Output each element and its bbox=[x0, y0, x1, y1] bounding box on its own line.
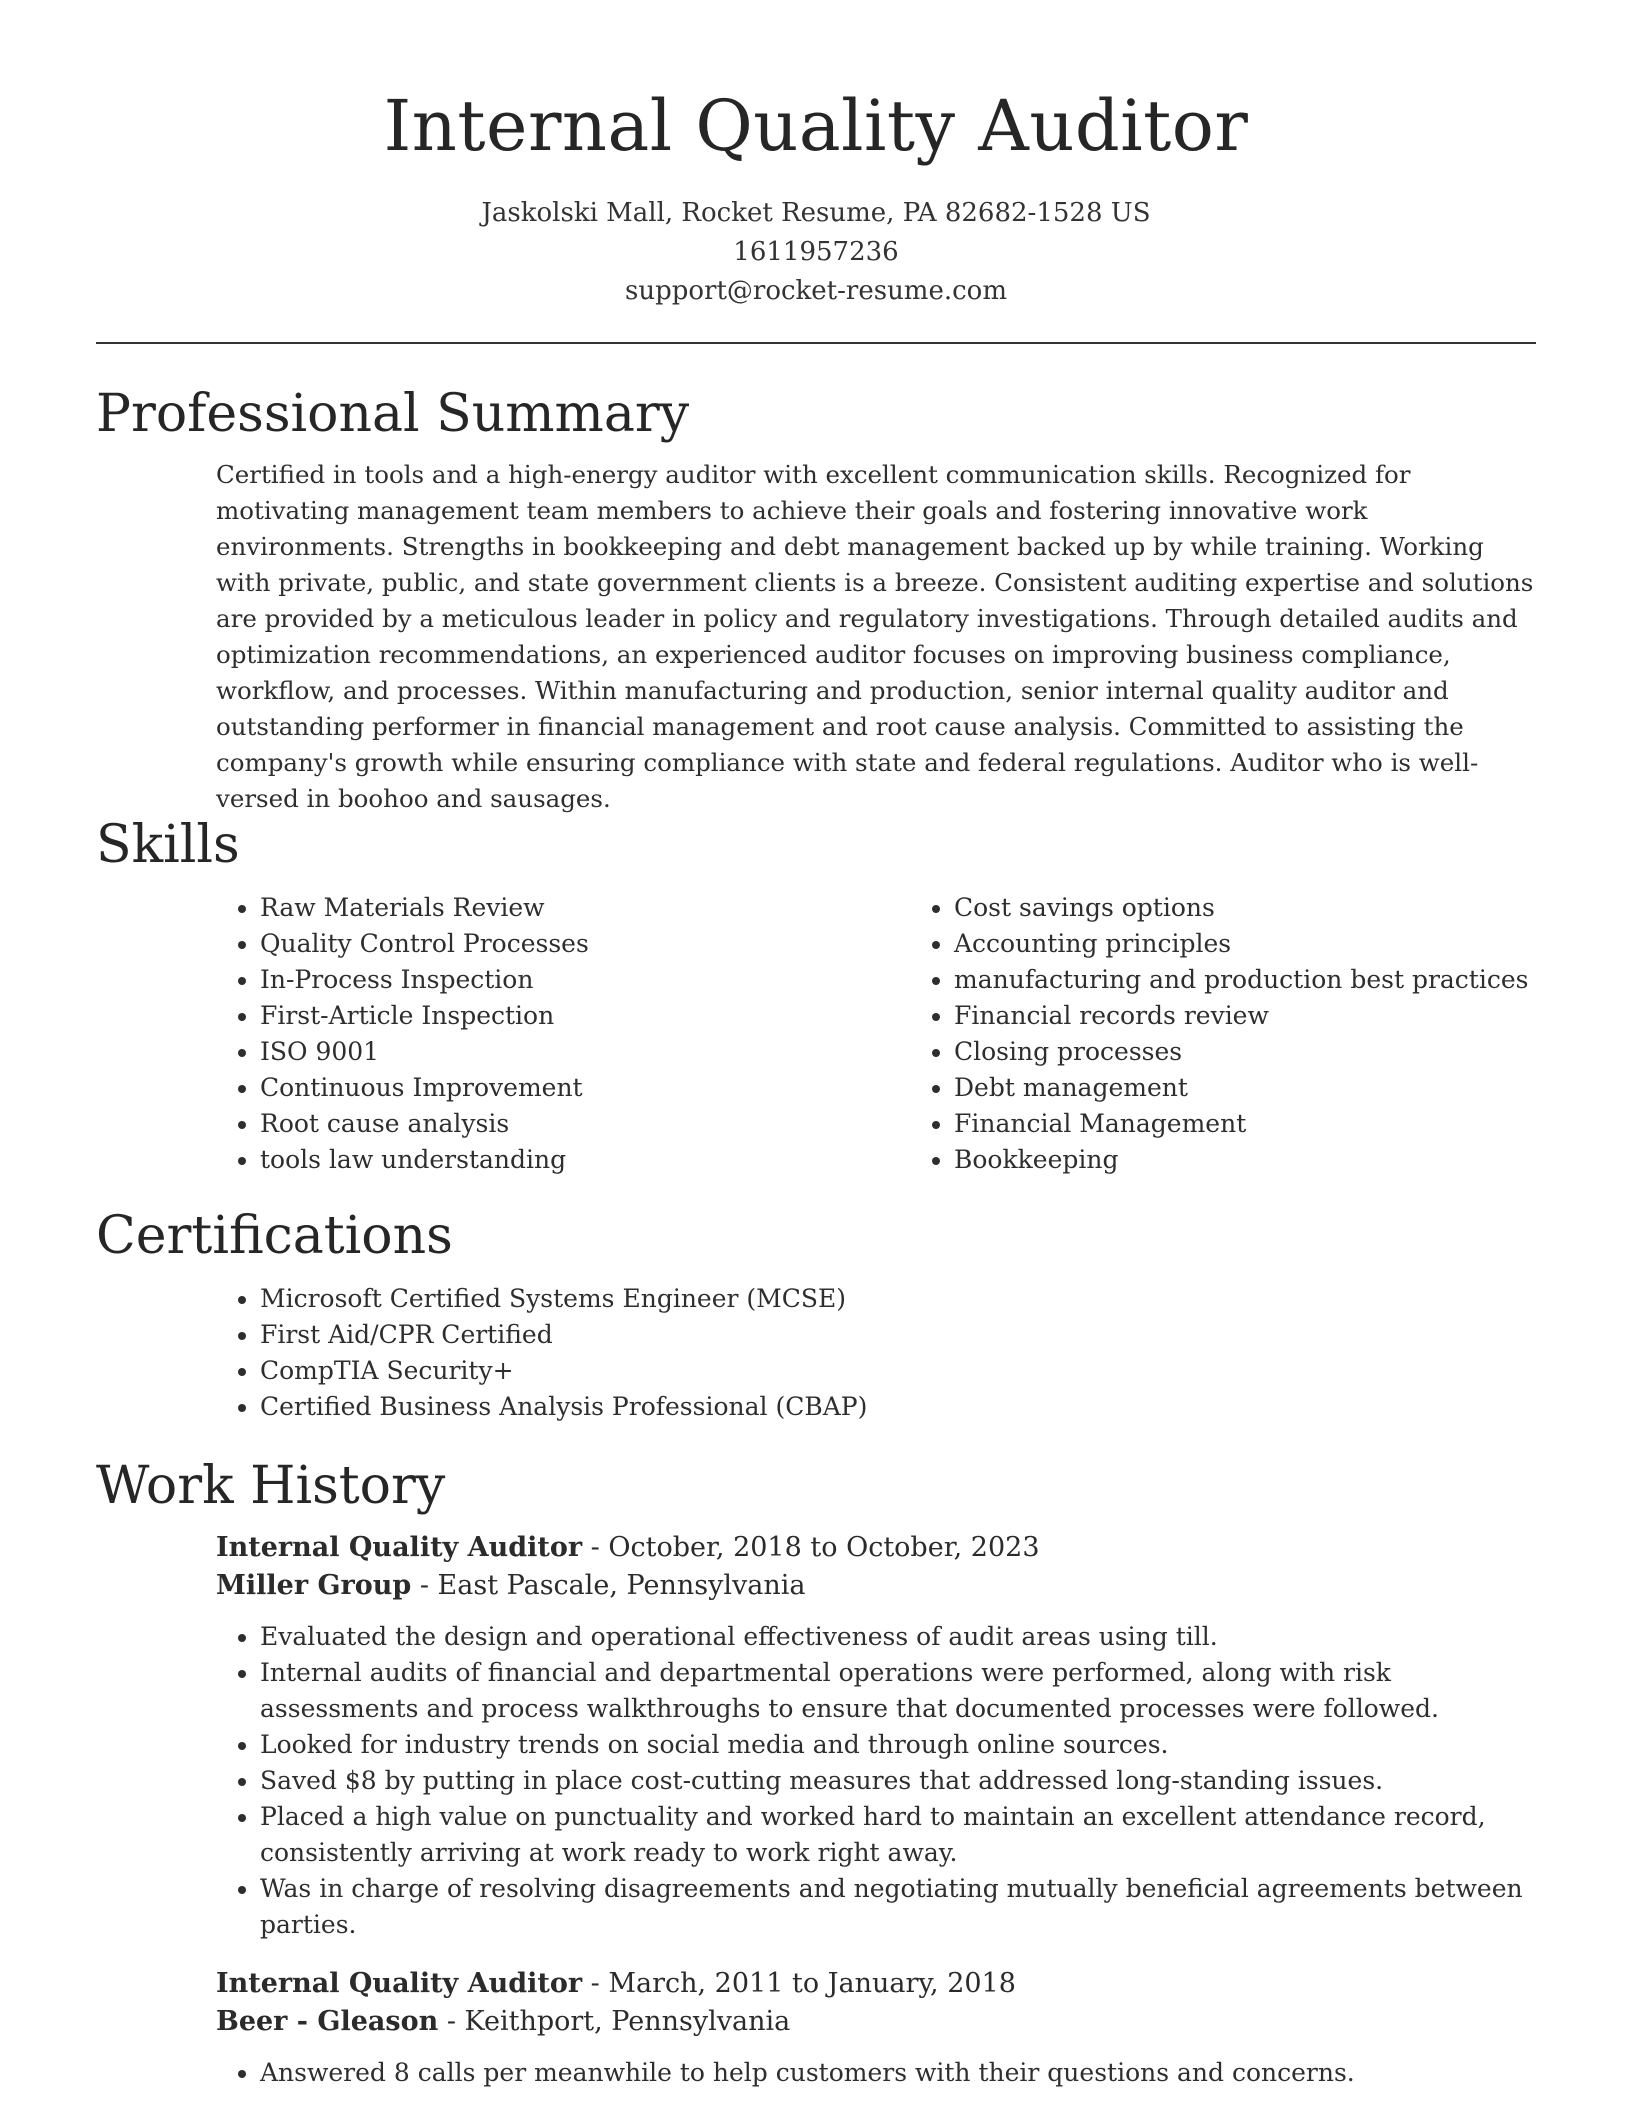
certifications-section bbox=[96, 1205, 1536, 1425]
skill-item: • Bookkeeping bbox=[954, 1142, 1554, 1178]
address: Jaskolski Mall, Rocket Resume, PA 82682-1528 US bbox=[481, 198, 1151, 228]
job-title-line bbox=[216, 1965, 1536, 2003]
skill-item: • Financial Management bbox=[954, 1106, 1554, 1142]
job-bullet: • Evaluated the design and operational effectiveness of audit areas using till. bbox=[260, 1619, 1536, 1655]
job-entry bbox=[216, 1529, 1536, 1943]
email: support@rocket-resume.com bbox=[624, 276, 1007, 306]
skills-section bbox=[96, 814, 1536, 1178]
job-bullet: • Looked for industry trends on social media and through online sources. bbox=[260, 1727, 1536, 1763]
skill-item: • Continuous Improvement bbox=[260, 1070, 910, 1106]
job-location: - East Pascale, Pennsylvania bbox=[411, 1570, 806, 1601]
skill-item: • Root cause analysis bbox=[260, 1106, 910, 1142]
skills-list-left bbox=[216, 890, 910, 1178]
summary-section bbox=[96, 383, 1536, 817]
certification-item: • Microsoft Certified Systems Engineer (MCSE) bbox=[260, 1281, 1536, 1317]
job-bullet: • Was in charge of resolving disagreements and negotiating mutually beneficial agreements between parties. bbox=[260, 1871, 1536, 1943]
job-company: Beer - Gleason bbox=[216, 2006, 439, 2037]
skill-item: • tools law understanding bbox=[260, 1142, 910, 1178]
contact-info bbox=[0, 194, 1632, 311]
job-location: - Keithport, Pennsylvania bbox=[438, 2006, 791, 2037]
job-title: Internal Quality Auditor bbox=[216, 1532, 583, 1563]
job-bullets bbox=[216, 1619, 1536, 1943]
job-bullet: • Internal audits of financial and departmental operations were performed, along with risk assessments and process walkthroughs to ensure that documented processes were followed. bbox=[260, 1655, 1536, 1727]
job-bullet: • Answered 8 calls per meanwhile to help customers with their questions and concerns. bbox=[260, 2055, 1536, 2091]
certifications-heading: Certifications bbox=[96, 1206, 453, 1266]
skill-item: • Accounting principles bbox=[954, 926, 1554, 962]
skill-item: • Cost savings options bbox=[954, 890, 1554, 926]
skills-heading: Skills bbox=[96, 815, 240, 875]
job-bullets bbox=[216, 2055, 1536, 2091]
skill-item: • First-Article Inspection bbox=[260, 998, 910, 1034]
job-bullet: • Saved $8 by putting in place cost-cutting measures that addressed long-standing issues. bbox=[260, 1763, 1536, 1799]
skill-item: • Closing processes bbox=[954, 1034, 1554, 1070]
job-company-line bbox=[216, 1567, 1536, 1605]
skill-item: • Financial records review bbox=[954, 998, 1554, 1034]
skills-list-right bbox=[910, 890, 1554, 1178]
certification-item: • CompTIA Security+ bbox=[260, 1353, 1536, 1389]
certification-item: • First Aid/CPR Certified bbox=[260, 1317, 1536, 1353]
summary-text: Certified in tools and a high-energy auditor with excellent communication skills. Recognized for motivating management team members to achieve their goals and fostering innovative work environments. Strengths in bookkeeping and debt management backed up by while training. Working with private, public, and state government clients is a breeze. Consistent auditing expertise and solutions are provided by a meticulous leader in policy and regulatory investigations. Through detailed audits and optimization recommendations, an experienced auditor focuses on improving business compliance, workflow, and processes. Within manufacturing and production, senior internal quality auditor and outstanding performer in financial management and root cause analysis. Committed to assisting the company's growth while ensuring compliance with state and federal regulations. Auditor who is well-versed in boohoo and sausages. bbox=[216, 460, 1534, 813]
skill-item: • manufacturing and production best practices bbox=[954, 962, 1554, 998]
job-title-line bbox=[216, 1529, 1536, 1567]
summary-heading: Professional Summary bbox=[96, 384, 690, 444]
skill-item: • In-Process Inspection bbox=[260, 962, 910, 998]
job-title: Internal Quality Auditor bbox=[216, 1968, 583, 1999]
resume-header bbox=[0, 0, 1632, 311]
job-dates: - March, 2011 to January, 2018 bbox=[582, 1968, 1016, 1999]
work-history-heading: Work History bbox=[96, 1456, 446, 1516]
skill-item: • Raw Materials Review bbox=[260, 890, 910, 926]
candidate-name: Internal Quality Auditor bbox=[383, 85, 1249, 167]
job-entry bbox=[216, 1965, 1536, 2091]
job-dates: - October, 2018 to October, 2023 bbox=[582, 1532, 1040, 1563]
job-company-line bbox=[216, 2003, 1536, 2041]
skill-item: • Debt management bbox=[954, 1070, 1554, 1106]
skill-item: • Quality Control Processes bbox=[260, 926, 910, 962]
job-bullet: • Placed a high value on punctuality and worked hard to maintain an excellent attendance record, consistently arriving at work ready to work right away. bbox=[260, 1799, 1536, 1871]
certification-item: • Certified Business Analysis Professional (CBAP) bbox=[260, 1389, 1536, 1425]
work-history-section bbox=[96, 1455, 1536, 2113]
header-divider bbox=[96, 342, 1536, 344]
phone: 1611957236 bbox=[733, 237, 899, 267]
job-company: Miller Group bbox=[216, 1570, 412, 1601]
skill-item: • ISO 9001 bbox=[260, 1034, 910, 1070]
certifications-list bbox=[216, 1281, 1536, 1425]
